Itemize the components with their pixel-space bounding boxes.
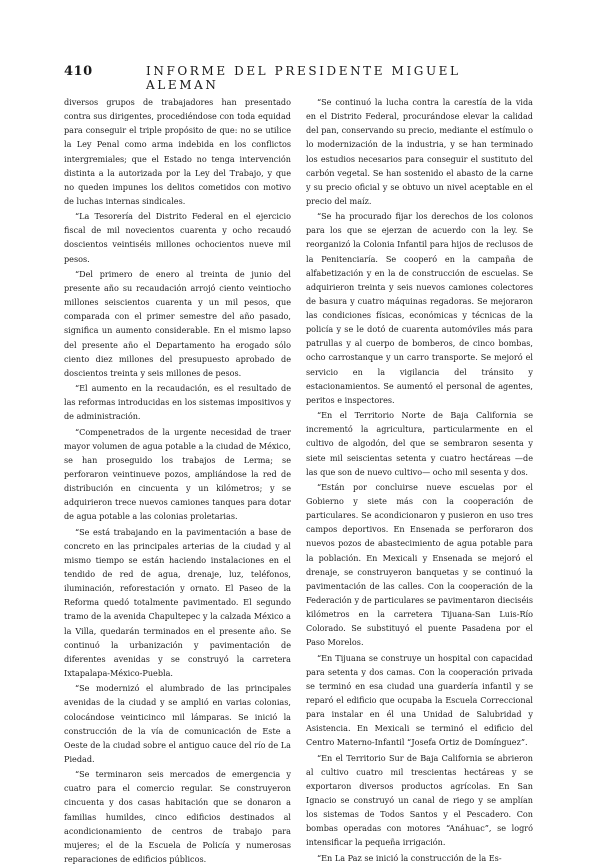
paragraph: “Se está trabajando en la pavimentación a base de concreto en las principales arterias de la ciudad y al mismo tiempo se están haciendo instalaciones en el tendido de red de agua, drenaje, luz, teléfonos, iluminación, reforestación y ornato. El Paseo de la Reforma quedó totalmente pavimentado. El segundo tramo de la avenida Chapultepec y la calzada México a la Villa, quedarán terminados en el presente año. Se continuó la urbanización y pavimentación de diferentes avenidas y se construyó la carretera Ixtapalapa-México-Puebla. — [64, 526, 291, 678]
paragraph: “En La Paz se inició la construcción de la Es- — [317, 852, 502, 863]
paragraph: “Se modernizó el alumbrado de las principales avenidas de la ciudad y se amplió en varias colonias, colocándose veinticinco mil lámparas. Se inició la construcción de la vía de comunicación de Este a Oeste de la ciudad sobre el antiguo cauce del río de La Piedad. — [64, 683, 291, 764]
paragraph: “Se continuó la lucha contra la carestía de la vida en el Distrito Federal, procurándose elevar la calidad del pan, conservando su precio, mediante el estímulo o lo modernización de la industria, y se han terminado los estudios necesarios para conseguir el sustituto del carbón vegetal. Se han sostenido el abasto de la carne y su precio oficial y se obtuvo un nivel aceptable en el precio del maíz. — [306, 97, 533, 206]
paragraph: “Están por concluirse nueve escuelas por el Gobierno y siete más con la cooperación de particulares. Se acondicionaron y pusieron en uso tres campos deportivos. En Ensenada se perforaron dos nuevos pozos de abastecimiento de agua potable para la población. En Mexicali y Ensenada se mejoró el drenaje, se construyeron banquetas y se continuó la pavimentación de las calles. Con la cooperación de la Federación y de particulares se pavimentaron dieciséis kilómetros en la carretera Tijuana-San Luis-Río Colorado. Se substituyó el puente Pasadena por el Paso Morelos. — [306, 481, 533, 648]
paragraph: diversos grupos de trabajadores han presentado contra sus dirigentes, procediéndose con toda equidad para conseguir el triple propósito de que: no se utilice la Ley Penal como arma indebida en los conflictos intergremiales; que el Estado no tenga intervención distinta a la autorizada por la Ley del Trabajo, y que no queden impunes los delitos cometidos con motivo de luchas internas sindicales. — [64, 97, 291, 206]
text-columns — [64, 95, 533, 867]
paragraph: “Del primero de enero al treinta de junio del presente año su recaudación arrojó ciento veintiocho millones seiscientos cuarenta y un mil pesos, que comparada con el primer semestre del año pasado, significa un aumento considerable. En el mismo lapso del presente año el Departamento ha erogado sólo ciento diez millones del presupuesto aprobado de doscientos treinta y seis millones de pesos. — [64, 268, 291, 378]
left-column — [64, 95, 291, 867]
paragraph: “En Tijuana se construye un hospital con capacidad para setenta y dos camas. Con la cooperación privada se terminó en esa ciudad una guardería infantil y se reparó el edificio que ocupaba la Escuela Correccional para instalar en él una Unidad de Salubridad y Asistencia. En Mexicali se terminó el edificio del Centro Materno-Infantil “Josefa Ortiz de Domínguez”. — [306, 652, 533, 748]
paragraph: “Se terminaron seis mercados de emergencia y cuatro para el comercio regular. Se construyeron cincuenta y dos casas habitación que se donaron a familias humildes, cinco edificios destinados al acondicionamiento de centros de trabajo para mujeres; el de la Escuela de Policía y numerosas reparaciones de edificios públicos. — [64, 769, 291, 864]
paragraph: “En el Territorio Norte de Baja California se incrementó la agricultura, particularmente en el cultivo de algodón, del que se sembraron sesenta y siete mil seiscientas setenta y cuatro hectáreas —de las que son de nuevo cultivo— ocho mil sesenta y dos. — [306, 410, 533, 477]
page-header — [64, 64, 528, 92]
page-number: 410 — [64, 64, 93, 79]
running-title: INFORME DEL PRESIDENTE MIGUEL ALEMAN — [146, 64, 461, 92]
paragraph: “El aumento en la recaudación, es el resultado de las reformas introducidas en los sistemas impositivos y de administración. — [64, 383, 291, 422]
paragraph: “Compenetrados de la urgente necesidad de traer mayor volumen de agua potable a la ciudad de México, se han proseguido los trabajos de Lerma; se perforaron veintinueve pozos, ampliándose la red de distribución en cincuenta y un kilómetros; y se adquirieron trece nuevos camiones tanques para dotar de agua potable a las colonias proletarias. — [64, 426, 291, 522]
paragraph: “Se ha procurado fijar los derechos de los colonos para los que se ejerzan de acuerdo con la ley. Se reorganizó la Colonia Infantil para hijos de reclusos de la Penitenciaría. Se cooperó en la campaña de alfabetización y en la de construcción de escuelas. Se adquirieron treinta y seis nuevos camiones colectores de basura y cuatro máquinas regadoras. Se mejoraron las condiciones físicas, económicas y técnicas de la policía y se le dotó de cuarenta automóviles más para patrullas y al cuerpo de bomberos, de cinco bombas, ocho carrostanque y un carro transporte. Se mejoró el servicio en la vigilancia del tránsito y estacionamientos. Se aumentó el personal de agentes, peritos e inspectores. — [306, 211, 533, 405]
paragraph: “En el Territorio Sur de Baja California se abrieron al cultivo cuatro mil trescientas hectáreas y se exportaron diversos productos agrícolas. En San Ignacio se construyó un canal de riego y se amplían los sistemas de Todos Santos y el Pescadero. Con bombas operadas con motores “Anáhuac”, se logró intensificar la pequeña irrigación. — [306, 752, 533, 848]
paragraph: “La Tesorería del Distrito Federal en el ejercicio fiscal de mil novecientos cuarenta y ocho recaudó doscientos veintiséis millones ochocientos nueve mil pesos. — [64, 211, 291, 264]
right-column — [306, 95, 533, 867]
